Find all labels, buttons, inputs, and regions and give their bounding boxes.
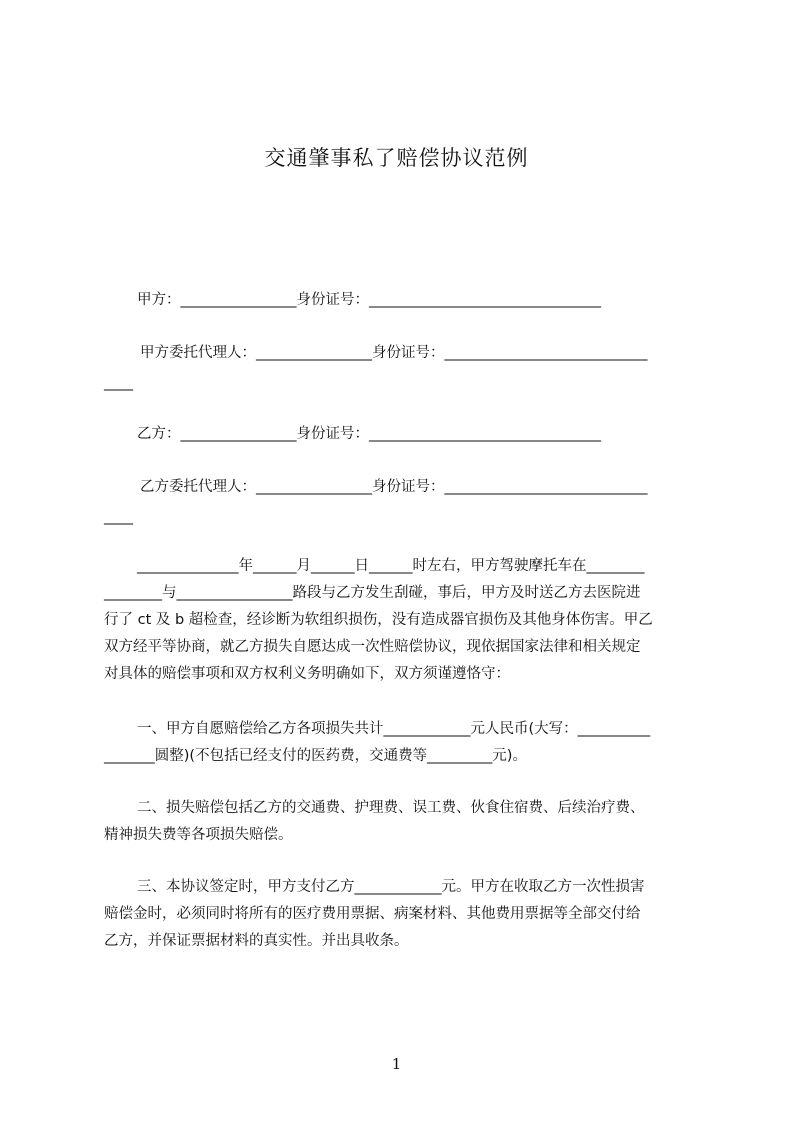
- text-line: ______________年______月______日______时左右，甲方驾驶摩托车在________: [137, 558, 645, 574]
- text-line: _______圆整)(不包括已经支付的医药费，交通费等_________元)。: [104, 748, 527, 764]
- party-b-line: [0, 421, 793, 447]
- party-b-agent-line: [0, 474, 793, 500]
- text-line: 一、甲方自愿赔偿给乙方各项损失共计____________元人民币(大写：__________: [137, 721, 651, 737]
- clause-3-line: [0, 928, 793, 954]
- document-title: 交通肇事私了赔偿协议范例: [264, 146, 529, 170]
- party-a-agent-line: [0, 340, 793, 366]
- incident-paragraph-line: [0, 580, 793, 606]
- text-line: ________与________________路段与乙方发生刮碰，事后，甲方及时送乙方去医院进: [104, 585, 641, 601]
- text-line: 赔偿金时，必须同时将所有的医疗费用票据、病案材料、其他费用票据等全部交付给: [104, 906, 641, 922]
- clause-3-line: [0, 901, 793, 927]
- clause-1-line: [0, 743, 793, 769]
- clause-1-line: [0, 716, 793, 742]
- incident-paragraph-line: [0, 607, 793, 633]
- text-line: 乙方：________________身份证号：________________________________: [137, 426, 601, 442]
- page-number: 1: [391, 1055, 402, 1073]
- clause-2-line: [0, 795, 793, 821]
- incident-paragraph-line: [0, 634, 793, 660]
- clause-3-line: [0, 874, 793, 900]
- text-line: 二、损失赔偿包括乙方的交通费、护理费、误工费、伙食住宿费、后续治疗费、: [137, 800, 645, 816]
- text-line: 双方经平等协商，就乙方损失自愿达成一次性赔偿协议，现依据国家法律和相关规定: [104, 639, 641, 655]
- text-line: 乙方，并保证票据材料的真实性。并出具收条。: [104, 933, 409, 949]
- text-line: 精神损失费等各项损失赔偿。: [104, 827, 293, 843]
- text-line: ____: [104, 509, 133, 525]
- party-a-agent-line-cont: [0, 370, 793, 396]
- party-b-agent-line-cont: [0, 504, 793, 530]
- text-line: 甲方委托代理人：________________身份证号：____________________________: [140, 345, 648, 361]
- text-line: 对具体的赔偿事项和双方权利义务明确如下，双方须谨遵恪守：: [104, 666, 510, 682]
- incident-paragraph-line: [0, 553, 793, 579]
- text-line: 乙方委托代理人：________________身份证号：____________________________: [140, 479, 648, 495]
- text-line: 甲方：________________身份证号：________________________________: [137, 292, 601, 308]
- incident-paragraph-line: [0, 661, 793, 687]
- clause-2-line: [0, 822, 793, 848]
- text-line: ____: [104, 375, 133, 391]
- text-line: 三、本协议签定时，甲方支付乙方____________元。甲方在收取乙方一次性损害: [137, 879, 645, 895]
- party-a-line: [0, 287, 793, 313]
- text-line: 行了 ct 及 b 超检查，经诊断为软组织损伤，没有造成器官损伤及其他身体伤害。甲乙: [104, 612, 653, 628]
